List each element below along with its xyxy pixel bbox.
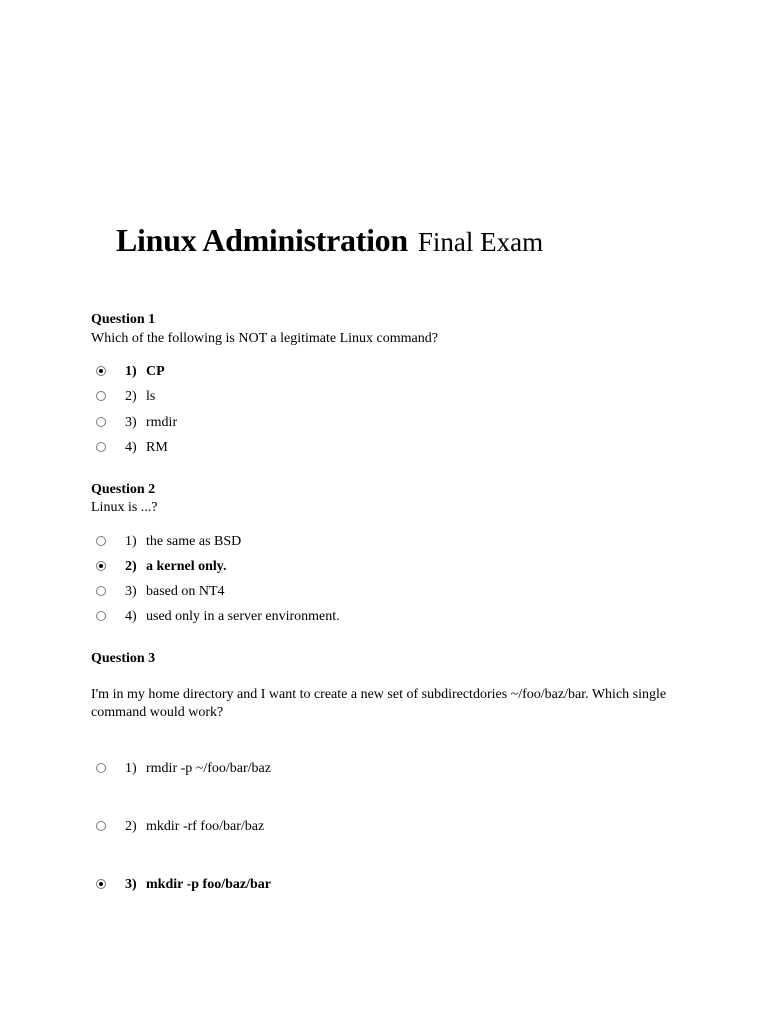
option-number: 1) bbox=[125, 761, 137, 776]
radio-selected-icon[interactable] bbox=[96, 561, 106, 571]
option-label: the same as BSD bbox=[146, 534, 242, 549]
question-3-text: I'm in my home directory and I want to create a new set of subdirectdories ~/foo/baz/bar. Which single command would work? bbox=[91, 687, 667, 720]
question-1-text: Which of the following is NOT a legitimate Linux command? bbox=[91, 331, 438, 346]
radio-unselected-icon[interactable] bbox=[96, 763, 106, 773]
question-2-text: Linux is ...? bbox=[91, 500, 158, 515]
option-number: 3) bbox=[125, 415, 137, 430]
option-label: mkdir -p foo/baz/bar bbox=[146, 877, 271, 892]
question-3-heading: Question 3 bbox=[91, 651, 156, 666]
radio-selected-icon[interactable] bbox=[96, 879, 106, 889]
radio-unselected-icon[interactable] bbox=[96, 586, 106, 596]
option-label: mkdir -rf foo/bar/baz bbox=[146, 819, 265, 834]
option-label: RM bbox=[146, 440, 168, 455]
question-2-heading: Question 2 bbox=[91, 482, 156, 497]
radio-selected-icon[interactable] bbox=[96, 366, 106, 376]
option-number: 4) bbox=[125, 440, 137, 455]
option-number: 2) bbox=[125, 389, 137, 404]
option-label: based on NT4 bbox=[146, 584, 225, 599]
radio-unselected-icon[interactable] bbox=[96, 536, 106, 546]
option-number: 1) bbox=[125, 364, 137, 379]
option-number: 3) bbox=[125, 877, 137, 892]
option-label: rmdir -p ~/foo/bar/baz bbox=[146, 761, 271, 776]
option-label: ls bbox=[146, 389, 156, 404]
option-label: used only in a server environment. bbox=[146, 609, 340, 624]
option-number: 2) bbox=[125, 559, 137, 574]
option-number: 4) bbox=[125, 609, 137, 624]
option-number: 3) bbox=[125, 584, 137, 599]
title-main: Linux Administration bbox=[116, 222, 408, 258]
page-title bbox=[116, 220, 543, 267]
radio-unselected-icon[interactable] bbox=[96, 611, 106, 621]
radio-unselected-icon[interactable] bbox=[96, 821, 106, 831]
option-number: 2) bbox=[125, 819, 137, 834]
option-label: a kernel only. bbox=[146, 559, 227, 574]
title-sub: Final Exam bbox=[417, 227, 544, 257]
radio-unselected-icon[interactable] bbox=[96, 417, 106, 427]
option-label: CP bbox=[146, 364, 165, 379]
question-1-heading: Question 1 bbox=[91, 312, 156, 327]
option-label: rmdir bbox=[146, 415, 178, 430]
radio-unselected-icon[interactable] bbox=[96, 391, 106, 401]
option-number: 1) bbox=[125, 534, 137, 549]
radio-unselected-icon[interactable] bbox=[96, 442, 106, 452]
